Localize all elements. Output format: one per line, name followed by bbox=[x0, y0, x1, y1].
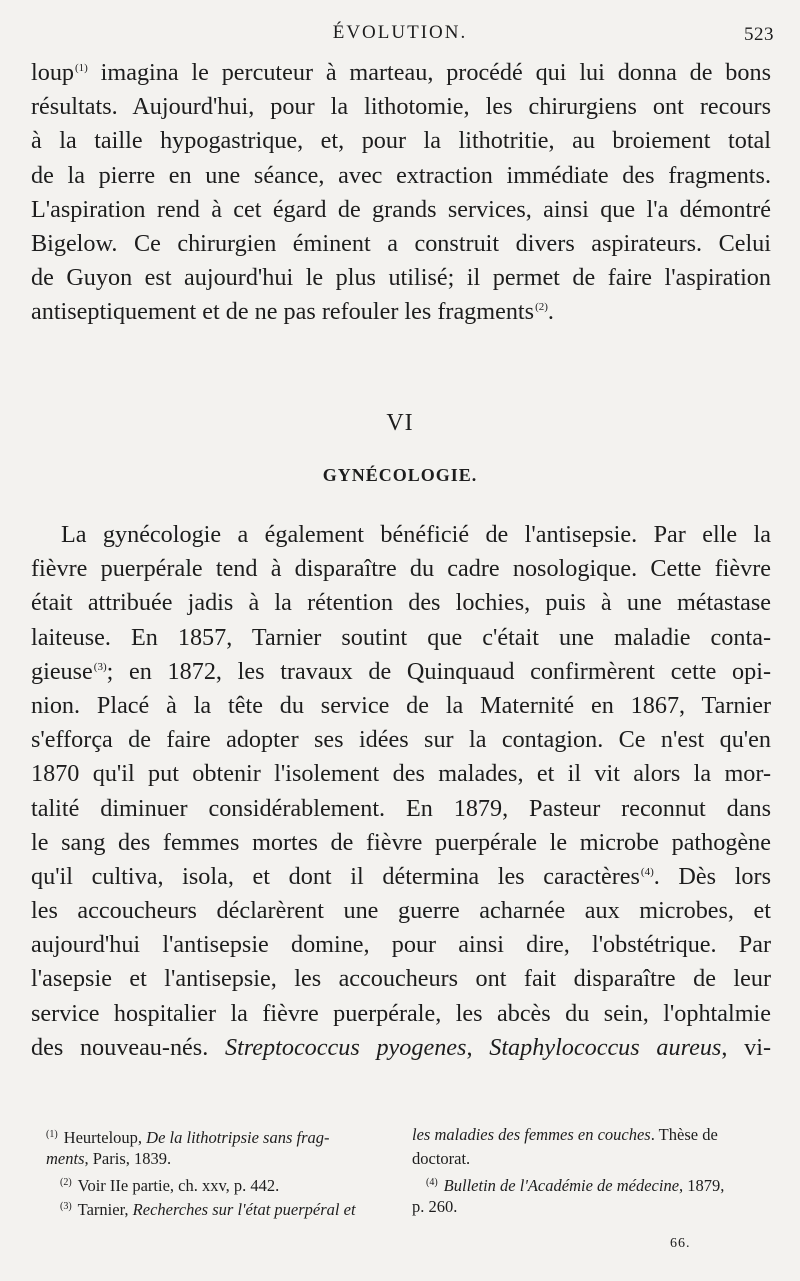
running-header bbox=[0, 22, 800, 52]
footnote-marker: (4) bbox=[426, 1177, 438, 1188]
text-run: nion. Placé à la tête du service de la Maternité en 1867, Tarnier bbox=[31, 691, 771, 719]
paragraph-line bbox=[31, 723, 771, 757]
paragraph-line bbox=[31, 1031, 771, 1065]
italic-text: Streptococcus pyogenes bbox=[224, 1033, 467, 1061]
text-run: . Dès lors bbox=[653, 862, 771, 890]
text-run: le sang des femmes mortes de fièvre puerpérale le microbe pathogène bbox=[31, 828, 771, 856]
footnote-line bbox=[46, 1171, 381, 1195]
paragraph-line bbox=[31, 621, 771, 655]
text-run: l'asepsie et l'antisepsie, les accoucheurs ont fait disparaître de leur bbox=[31, 965, 771, 993]
text-run: 1870 qu'il put obtenir l'isolement des malades, et il vit alors la mor- bbox=[31, 760, 771, 788]
footnote-marker: (1) bbox=[46, 1129, 58, 1140]
footnote-ref: (2) bbox=[535, 301, 548, 314]
paragraph-line bbox=[31, 552, 771, 586]
text-run: de Guyon est aujourd'hui le plus utilisé; il permet de faire l'aspiration bbox=[31, 264, 771, 292]
text-run: L'aspiration rend à cet égard de grands services, ainsi que l'a démontré bbox=[31, 195, 771, 223]
text-run: Heurteloup, bbox=[63, 1128, 147, 1147]
paragraph-line bbox=[31, 894, 771, 928]
footnote-marker: (3) bbox=[60, 1201, 72, 1212]
footnote-marker: (2) bbox=[60, 1177, 72, 1188]
text-run: La gynécologie a également bénéficié de l'antisepsie. Par elle la bbox=[61, 521, 771, 548]
text-run: talité diminuer considérablement. En 1879, Pasteur reconnut dans bbox=[31, 794, 771, 822]
text-run: laiteuse. En 1857, Tarnier soutint que c'était une maladie conta- bbox=[31, 623, 771, 651]
paragraph-line bbox=[31, 689, 771, 723]
text-run: ; en 1872, les travaux de Quinquaud confirmèrent cette opi- bbox=[106, 657, 771, 685]
paragraph-line bbox=[31, 586, 771, 620]
text-run: gieuse bbox=[31, 657, 93, 685]
footnote-ref: (1) bbox=[75, 62, 88, 74]
text-run: , bbox=[466, 1033, 490, 1061]
text-run: qu'il cultiva, isola, et dont il détermina les caractères bbox=[31, 862, 640, 890]
italic-text: les maladies des femmes en couches bbox=[412, 1125, 651, 1144]
text-run: les accoucheurs déclarèrent une guerre acharnée aux microbes, et bbox=[31, 897, 771, 925]
paragraph-line bbox=[31, 227, 771, 261]
footnote-line bbox=[46, 1195, 381, 1219]
page-number: 523 bbox=[744, 24, 774, 45]
italic-text: De la lithotripsie sans frag- bbox=[146, 1128, 330, 1147]
paragraph-line bbox=[31, 997, 771, 1031]
paragraph-line bbox=[31, 757, 771, 791]
paragraph-line bbox=[31, 792, 771, 826]
text-run: , Paris, 1839. bbox=[84, 1149, 172, 1168]
text-run: Voir IIe partie, ch. xxv, p. 442. bbox=[77, 1176, 280, 1195]
paragraph-line bbox=[31, 962, 771, 996]
text-run: fièvre puerpérale tend à disparaître du cadre nosologique. Cette fièvre bbox=[31, 555, 771, 583]
footnotes-right-column bbox=[412, 1123, 772, 1219]
text-run: était attribuée jadis à la rétention des lochies, puis à une métastase bbox=[31, 589, 771, 617]
paragraph-line bbox=[31, 124, 771, 158]
paragraph-line bbox=[31, 193, 771, 227]
running-title: ÉVOLUTION. bbox=[332, 22, 468, 43]
text-run: service hospitalier la fièvre puerpérale, les abcès du sein, l'ophtalmie bbox=[31, 999, 771, 1027]
text-run: doctorat. bbox=[412, 1149, 471, 1168]
footnote-line bbox=[412, 1123, 772, 1147]
paragraph-line bbox=[31, 518, 771, 552]
footnote-line bbox=[412, 1147, 772, 1171]
text-run: Tarnier, bbox=[77, 1200, 133, 1219]
italic-text: Bulletin de l'Académie de médecine bbox=[443, 1176, 680, 1195]
paragraph-line bbox=[31, 295, 771, 329]
text-run: résultats. Aujourd'hui, pour la lithotomie, les chirurgiens ont recours bbox=[31, 93, 771, 121]
paragraph-line bbox=[31, 860, 771, 894]
text-run: à la taille hypogastrique, et, pour la lithotritie, au broiement total bbox=[31, 127, 771, 155]
paragraph-line bbox=[31, 261, 771, 295]
text-run: des nouveau-nés. bbox=[31, 1033, 225, 1061]
section-number: VI bbox=[386, 410, 414, 436]
paragraph-line bbox=[31, 56, 771, 90]
text-run: . Thèse de bbox=[650, 1125, 718, 1144]
footnote-line bbox=[46, 1123, 381, 1147]
signature-mark: 66. bbox=[670, 1236, 691, 1251]
footnote-ref: (4) bbox=[640, 865, 654, 878]
paragraph-line bbox=[31, 90, 771, 124]
paragraph-gynecologie bbox=[31, 518, 771, 1065]
text-run: s'efforça de faire adopter ses idées sur la contagion. Ce n'est qu'en bbox=[31, 726, 771, 754]
paragraph-lithotritie bbox=[31, 56, 771, 330]
italic-text: Staphylococcus aureus bbox=[489, 1033, 722, 1061]
paragraph-line bbox=[31, 159, 771, 193]
text-run: aujourd'hui l'antisepsie domine, pour ainsi dire, l'obstétrique. Par bbox=[31, 931, 771, 959]
footnote-line bbox=[46, 1147, 381, 1171]
paragraph-line bbox=[31, 826, 771, 860]
footnotes-left-column bbox=[46, 1123, 381, 1219]
text-run: imagina le percuteur à marteau, procédé qui lui donna de bons bbox=[87, 59, 771, 86]
text-run: p. 260. bbox=[412, 1197, 458, 1216]
paragraph-line bbox=[31, 655, 771, 689]
section-title: GYNÉCOLOGIE. bbox=[322, 465, 478, 485]
footnote-line bbox=[412, 1171, 772, 1195]
text-run: antiseptiquement et de ne pas refouler les fragments bbox=[31, 298, 535, 326]
italic-text: Recherches sur l'état puerpéral et bbox=[132, 1200, 356, 1219]
text-run: , 1879, bbox=[679, 1176, 725, 1195]
text-run: Bigelow. Ce chirurgien éminent a construit divers aspirateurs. Celui bbox=[31, 229, 771, 257]
footnote-line bbox=[412, 1195, 772, 1219]
text-run: , vi- bbox=[721, 1033, 771, 1061]
italic-text: ments bbox=[46, 1149, 85, 1168]
text-run: . bbox=[547, 298, 554, 326]
text-run: loup bbox=[31, 59, 75, 86]
text-run: de la pierre en une séance, avec extraction immédiate des fragments. bbox=[31, 161, 771, 189]
footnote-ref: (3) bbox=[93, 660, 107, 673]
paragraph-line bbox=[31, 928, 771, 962]
